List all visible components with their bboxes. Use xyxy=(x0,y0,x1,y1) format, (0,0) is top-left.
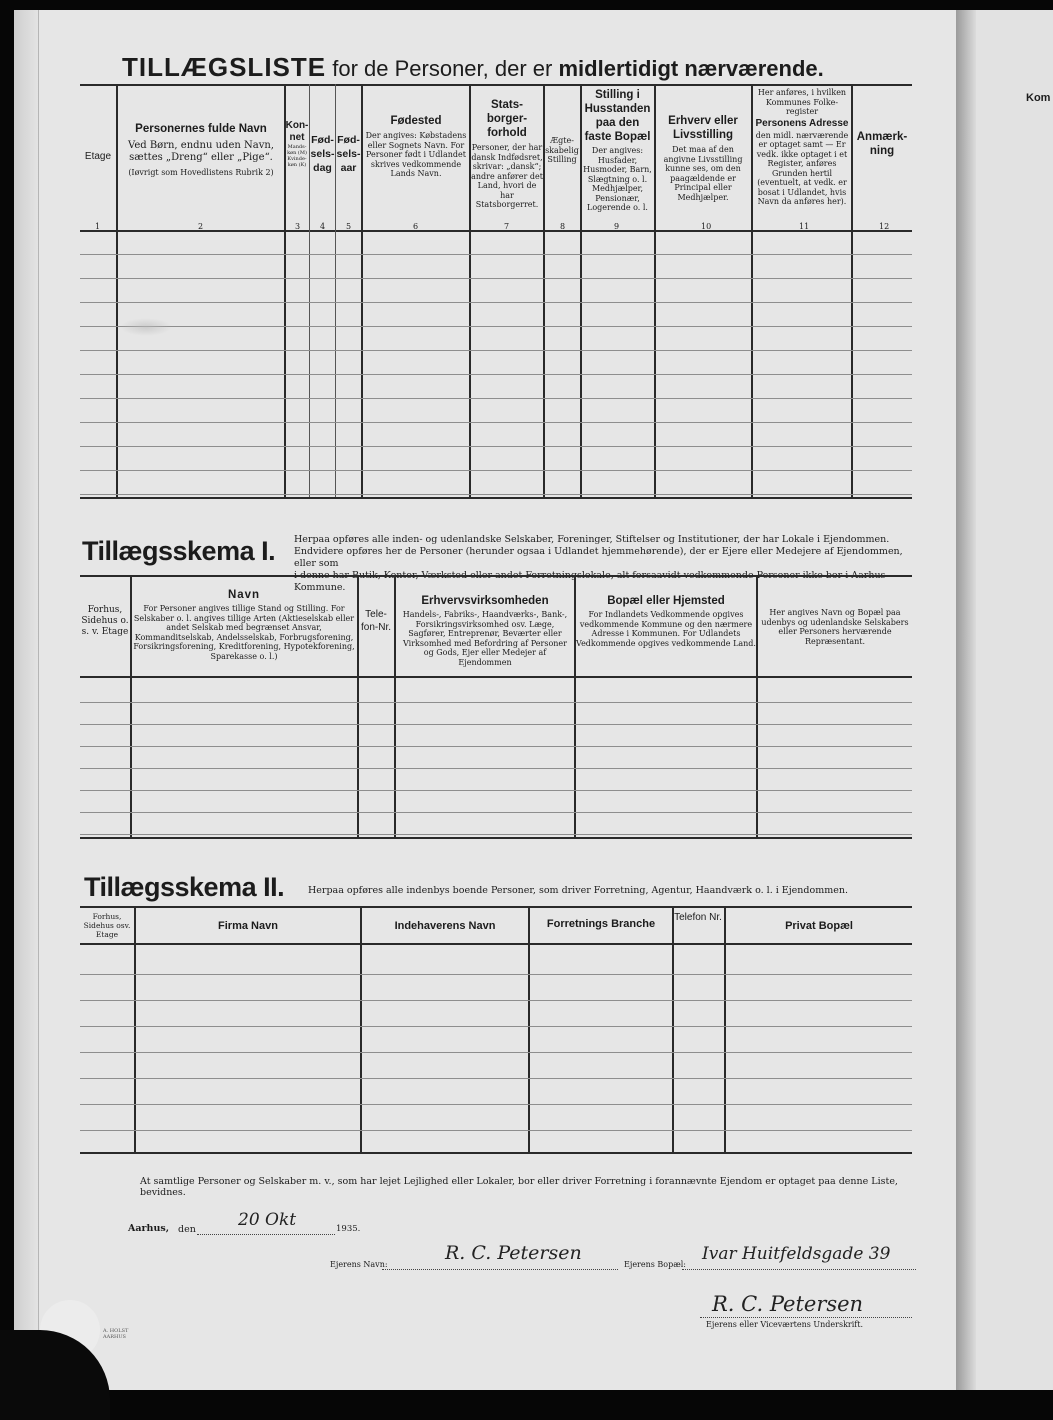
skema1-row-rule xyxy=(80,790,912,791)
skema1-row-rule xyxy=(80,724,912,725)
skema2-row-rule xyxy=(80,1026,912,1027)
signature-line xyxy=(700,1316,912,1318)
skema2-row-rule xyxy=(80,1104,912,1105)
facing-page xyxy=(976,10,1053,1390)
title-main: TILLÆGSLISTE xyxy=(122,52,327,82)
skema2-column-rule xyxy=(672,906,674,1152)
book-gutter xyxy=(956,10,976,1390)
s1-col-name-header: Navn For Personer angives tillige Stand og Stilling. For Selskaber o. l. angives tillige Arten (Aktieselskab eller andet Selskab med begrænset Ansvar, Kommanditselskab, Andelsselskab, Forbrugsforening, Forsikringsforening, Kreditforening, Hypotekforening, Sparekasse o. l.) xyxy=(133,589,355,661)
table1-row-rule xyxy=(80,278,912,279)
table1-row-rule xyxy=(80,350,912,351)
skema2-bottom-border xyxy=(80,1152,912,1154)
owner-name-handwritten: R. C. Petersen xyxy=(445,1242,582,1264)
t1-col-birthday-header: Fød-sels-dag xyxy=(310,134,335,174)
skema1-bottom-border xyxy=(80,837,912,839)
skema2-title: Tillægsskema II. xyxy=(84,872,285,902)
table1-row-rule xyxy=(80,446,912,447)
t1-col-sex-header: Kon-net Mands-køn (M) Kvinde-køn (K) xyxy=(285,120,309,168)
skema1-column-rule xyxy=(394,575,396,837)
footer-den: den xyxy=(178,1224,196,1235)
skema2-top-border xyxy=(80,906,912,908)
column-number: 4 xyxy=(320,222,326,231)
date-line xyxy=(197,1233,335,1235)
skema1-column-rule xyxy=(756,575,758,837)
t1-col-etage-header: Etage xyxy=(84,151,112,162)
owner-address-label: Ejerens Bopæl: xyxy=(624,1260,687,1269)
table1-row-rule xyxy=(80,254,912,255)
t1-col-birthplace-header: Fødested Der angives: Købstadens eller Sognets Navn. For Personer født i Udlandet skrives vedkommende Lands Navn. xyxy=(365,115,467,178)
s1-col-residence-header: Bopæl eller Hjemsted For Indlandets Vedkommende opgives vedkommende Kommune og den nærmere Adresse i Kommunen. For Udlandets Vedkommende opgives vedkommende Land. xyxy=(576,595,756,648)
column-number: 8 xyxy=(560,222,566,231)
t1-col-birthyear-header: Fød-sels-aar xyxy=(336,134,361,174)
s1-col-etage-header: Forhus, Sidehus o. s. v. Etage xyxy=(81,605,129,637)
skema1-row-rule xyxy=(80,702,912,703)
skema1-description: Herpaa opføres alle inden- og udenlandske Selskaber, Foreninger, Stiftelser og Institutioner, der har Lokale i Ejendommen. Endvidere opføres her de Personer (herunder ogsaa i Udlandet hjemmehørende), der er Ejere eller Medejere af Ejendommen, eller som Kommune. xyxy=(294,534,903,593)
footer-city: Aarhus, xyxy=(128,1223,170,1234)
book-spine xyxy=(14,10,39,1390)
s2-col-etage-header: Forhus, Sidehus osv. Etage xyxy=(83,912,131,939)
signature-label: Ejerens eller Viceværtens Underskrift. xyxy=(706,1320,864,1329)
footer-year: 1935. xyxy=(336,1224,361,1234)
skema1-header-bottom xyxy=(80,676,912,678)
skema2-column-rule xyxy=(134,906,136,1152)
skema2-header-bottom xyxy=(80,943,912,945)
column-number: 3 xyxy=(295,222,301,231)
column-number: 1 xyxy=(95,222,101,231)
s2-col-branch-header: Forretnings Branche xyxy=(546,918,656,930)
s2-col-home-header: Privat Bopæl xyxy=(785,920,853,932)
column-number: 9 xyxy=(614,222,620,231)
page-title xyxy=(122,52,824,83)
s1-col-phone-header: Tele-fon-Nr. xyxy=(360,609,391,633)
pencil-smudge xyxy=(120,318,172,336)
skema1-title: Tillægsskema I. xyxy=(82,536,276,566)
t1-col-household-header: Stilling i Husstanden paa den faste Bopæl Der angives: Husfader, Husmoder, Barn, Slægtning o. l. Medhjælper, Pensionær, Logerende o. l. xyxy=(583,89,652,212)
column-number: 11 xyxy=(799,222,810,231)
skema1-top-border xyxy=(80,575,912,577)
s2-col-owner-header: Indehaverens Navn xyxy=(394,920,496,932)
skema2-column-rule xyxy=(528,906,530,1152)
facing-page-text: Kom xyxy=(1026,92,1051,104)
skema1-row-rule xyxy=(80,768,912,769)
skema2-row-rule xyxy=(80,974,912,975)
table1-row-rule xyxy=(80,470,912,471)
table1-bottom-border xyxy=(80,497,912,499)
skema2-column-rule xyxy=(724,906,726,1152)
owner-name-label: Ejerens Navn: xyxy=(330,1260,388,1269)
skema1-row-rule xyxy=(80,746,912,747)
table1-row-rule xyxy=(80,494,912,495)
column-number: 12 xyxy=(879,222,890,231)
date-handwritten: 20 Okt xyxy=(238,1210,297,1230)
t1-col-citizenship-header: Stats-borger-forhold Personer, der har dansk Indfødsret, skrivar: „dansk“; andre anfører det Land, hvori de har Statsborgerret. xyxy=(471,99,543,209)
skema2-row-rule xyxy=(80,1000,912,1001)
s1-col-business-header: Erhvervsvirksomheden Handels-, Fabriks-, Haandværks-, Bank-, Forsikringsvirksomhed osv. Læge, Sagfører, Entreprenør, Beværter eller Virksomhed med Befordring af Personer og Gods, Ejer eller Medejer af Ejendommen xyxy=(402,595,568,667)
title-emphasis: midlertidigt nærværende. xyxy=(558,56,824,81)
s2-col-phone-header: Telefon Nr. xyxy=(674,912,722,923)
t1-col-address-header: Her anføres, i hvilken Kommunes Folke-register Personens Adresse den midl. nærværende er optaget samt — Er vedk. ikke optaget i et Register, anføres Grunden hertil (eventuelt, at vedk. er bosat i Udlandet, hvis Navn da anføres her). xyxy=(755,88,849,206)
table1-row-rule xyxy=(80,374,912,375)
table1-top-border xyxy=(80,84,912,86)
skema1-column-rule xyxy=(130,575,132,837)
title-sub: for de Personer, der er xyxy=(332,56,553,81)
table1-row-rule xyxy=(80,302,912,303)
column-number: 10 xyxy=(701,222,712,231)
skema2-description: Herpaa opføres alle indenbys boende Personer, som driver Forretning, Agentur, Haandværk o. l. i Ejendommen. xyxy=(308,885,848,896)
column-number: 7 xyxy=(504,222,510,231)
t1-col-name-header: Personernes fulde Navn Ved Børn, endnu uden Navn, sættes „Dreng“ eller „Pige“. (Iøvrigt som Hovedlistens Rubrik 2) xyxy=(128,123,274,177)
table1-row-rule xyxy=(80,422,912,423)
skema2-row-rule xyxy=(80,1052,912,1053)
skema2-row-rule xyxy=(80,1130,912,1131)
s1-col-representative-header: Her angives Navn og Bopæl paa udenbys og udenlandske Selskabers eller Personers herværende Repræsentant. xyxy=(761,608,909,646)
column-number: 5 xyxy=(346,222,352,231)
skema2-row-rule xyxy=(80,1078,912,1079)
table1-header-bottom xyxy=(80,230,912,232)
t1-col-occupation-header: Erhverv eller Livsstilling Det maa af den angivne Livsstilling kunne ses, om den paagældende er Principal eller Medhjælper. xyxy=(663,115,743,202)
column-number: 6 xyxy=(413,222,419,231)
owner-address-handwritten: Ivar Huitfeldsgade 39 xyxy=(702,1244,891,1264)
signature-handwritten: R. C. Petersen xyxy=(712,1292,864,1316)
column-number: 2 xyxy=(198,222,204,231)
printer-stamp: A. HOLST AARHUS xyxy=(103,1328,129,1340)
s2-col-firm-header: Firma Navn xyxy=(218,920,278,932)
footer-statement: At samtlige Personer og Selskaber m. v., som har lejet Lejlighed eller Lokaler, bor eller driver Forretning i forannævnte Ejendom er optaget paa denne Liste, bevidnes. xyxy=(140,1176,898,1198)
t1-col-marital-header: Ægte-skabelig Stilling xyxy=(545,136,579,164)
skema1-row-rule xyxy=(80,812,912,813)
table1-row-rule xyxy=(80,326,912,327)
owner-address-line xyxy=(682,1268,916,1270)
table1-row-rule xyxy=(80,398,912,399)
t1-col-remark-header: Anmærk-ning xyxy=(856,131,908,157)
owner-name-line xyxy=(382,1268,618,1270)
skema2-column-rule xyxy=(360,906,362,1152)
skema1-row-rule xyxy=(80,834,912,835)
